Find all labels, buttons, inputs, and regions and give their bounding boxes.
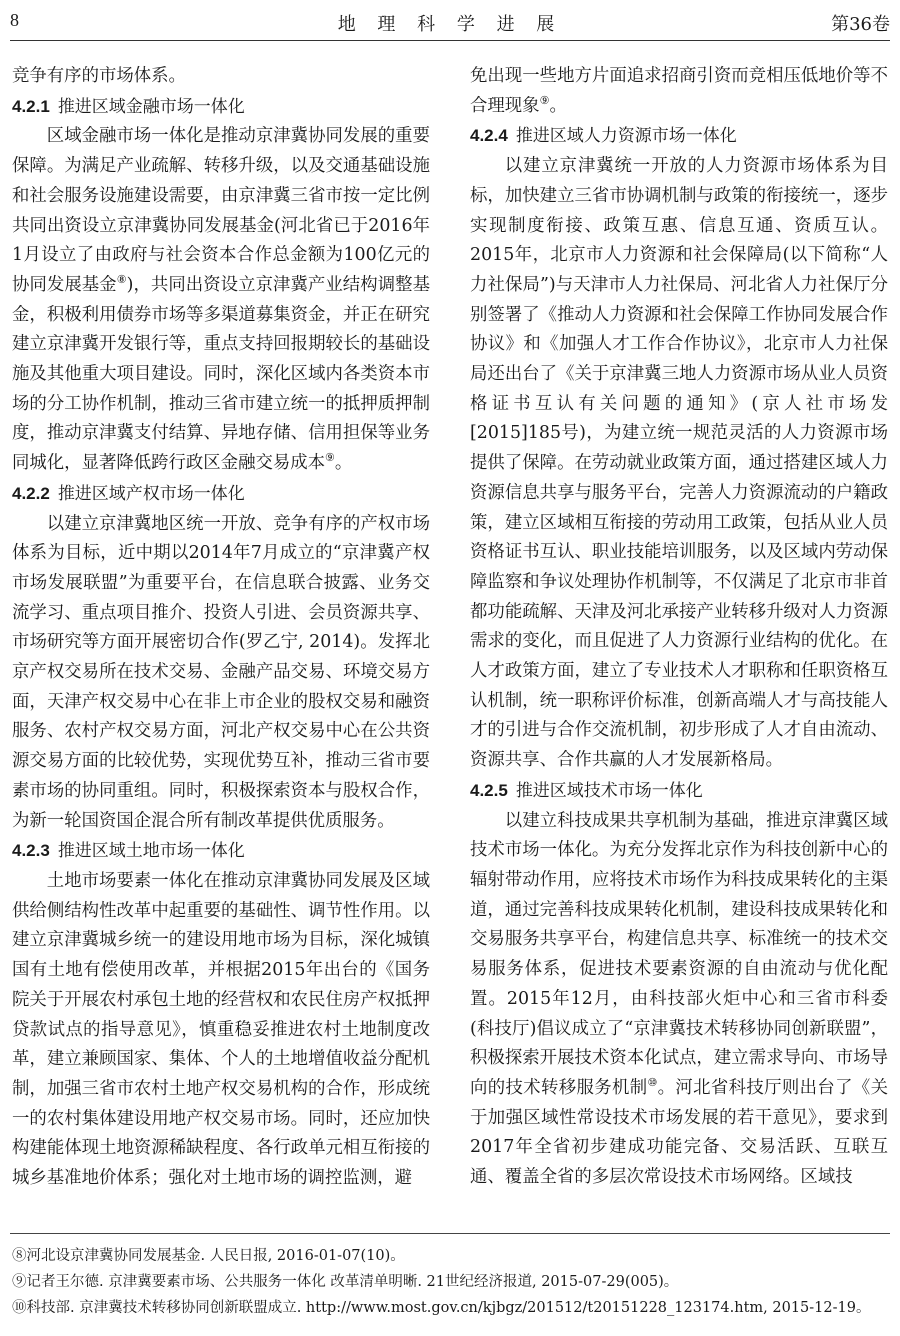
section-title: 推进区域金融市场一体化 [57,96,245,117]
right-column [470,62,888,1193]
paragraph-text: 。河北省科技厅则出台了《关于加强区域性常设技术市场发展的若干意见》，要求到2017年全省初步建成功能完备、交易活跃、互联互通、覆盖全省的多层次常设技术市场网络。区域技 [470,1077,888,1188]
section-number: 4.2.5 [470,780,508,800]
section-heading [470,121,888,152]
paragraph-text: 。 [549,95,567,116]
header-rule [10,40,890,41]
body-paragraph [470,152,888,776]
paragraph-text: 以建立京津冀地区统一开放、竞争有序的产权市场体系为目标，近中期以2014年7月成立的“京津冀产权市场发展联盟”为重要平台，在信息联合披露、业务交流学习、重点项目推介、投资人引进、会员资源共享、市场研究等方面开展密切合作(罗乙宁, 2014)。发挥北京产权交易所在技术交易、金融产品交易、环境交易方面，天津产权交易中心在非上市企业的股权交易和融资服务、农村产权交易方面，河北产权交易中心在公共资源交易方面的比较优势，实现优势互补，推动三省市要素市场的协同重组。同时，积极探索资本与股权合作，为新一轮国资国企混合所有制改革提供优质服务。 [12,513,430,831]
section-heading [12,92,430,123]
section-number: 4.2.3 [12,841,50,861]
section-number: 4.2.4 [470,126,508,146]
paragraph-text: 免出现一些地方片面追求招商引资而竞相压低地价等不合理现象 [470,66,888,116]
footnote-entry: ⑧河北设京津冀协同发展基金. 人民日报, 2016-01-07(10)。 [12,1248,405,1264]
section-title: 推进区域人力资源市场一体化 [515,126,737,147]
section-title: 推进区域技术市场一体化 [515,780,703,801]
section-title: 推进区域产权市场一体化 [57,483,245,504]
section-heading [470,776,888,807]
section-number: 4.2.1 [12,96,50,116]
footnotes [12,1243,888,1321]
footnote-entry: ⑩科技部. 京津冀技术转移协同创新联盟成立. http://www.most.gov.cn/kjbgz/201512/t20151228_123174.htm, 2015-12-19。 [12,1300,871,1316]
footnote-marker: ⑨ [539,93,550,107]
paragraph-text: 以建立京津冀统一开放的人力资源市场体系为目标，加快建立三省市协调机制与政策的衔接统一，逐步实现制度衔接、政策互惠、信息互通、资质互认。2015年，北京市人力资源和社会保障局(以下简称“人力社保局”)与天津市人力社保局、河北省人力社保厅分别签署了《推动人力资源和社会保障工作协同发展合作协议》和《加强人才工作合作协议》，北京市人力社保局还出台了《关于京津冀三地人力资源市场从业人员资格证书互认有关问题的通知》(京人社市场发[2015]185号)，为建立统一规范灵活的人力资源市场提供了保障。在劳动就业政策方面，通过搭建区域人力资源信息共享与服务平台，完善人力资源流动的户籍政策，建立区域相互衔接的劳动用工政策，包括从业人员资格证书互认、职业技能培训服务，以及区域内劳动保障监察和争议处理协作机制等，不仅满足了北京市非首都功能疏解、天津及河北承接产业转移升级对人力资源需求的变化，而且促进了人力资源行业结构的优化。在人才政策方面，建立了专业技术人才职称和任职资格互认机制，统一职称评价标准，创新高端人才与高技能人才的引进与合作交流机制，初步形成了人才自由流动、资源共享、合作共赢的人才发展新格局。 [470,156,888,771]
footnote-marker: ⑧ [116,273,127,287]
section-title: 推进区域土地市场一体化 [57,841,245,862]
footnote-marker: ⑩ [647,1076,658,1090]
body-paragraph [470,62,888,121]
footnote-rule [10,1233,890,1234]
paragraph-text: 区域金融市场一体化是推动京津冀协同发展的重要保障。为满足产业疏解、转移升级，以及交通基础设施和社会服务设施建设需要，由京津冀三省市按一定比例共同出资设立京津冀协同发展基金(河北省已于2016年1月设立了由政府与社会资本合作总金额为100亿元的协同发展基金 [12,126,430,295]
paragraph-text: )，共同出资设立京津冀产业结构调整基金，积极利用债券市场等多渠道募集资金，并正在研究建立京津冀开发银行等，重点支持回报期较长的基础设施及其他重大项目建设。同时，深化区域内各类资本市场的分工协作机制，推动三省市建立统一的抵押质押制度，推动京津冀支付结算、异地存储、信用担保等业务同城化，显著降低跨行政区金融交易成本 [12,274,430,474]
section-heading [12,479,430,510]
volume-label: 第36卷 [831,14,890,35]
paragraph-text: 。 [334,453,353,474]
section-heading [12,836,430,867]
left-column [12,62,430,1194]
journal-title: 地 理 科 学 进 展 [337,14,563,35]
body-paragraph [12,62,430,92]
running-header [10,6,890,36]
paragraph-text: 以建立科技成果共享机制为基础，推进京津冀区域技术市场一体化。为充分发挥北京作为科技创新中心的辐射带动作用，应将技术市场作为科技成果转化的主渠道，通过完善科技成果转化机制，建设科技成果转化和交易服务共享平台，构建信息共享、标准统一的技术交易服务体系，促进技术要素资源的自由流动与优化配置。2015年12月，由科技部火炬中心和三省市科委(科技厅)倡议成立了“京津冀技术转移协同创新联盟”，积极探索开展技术资本化试点，建立需求导向、市场导向的技术转移服务机制 [470,810,888,1098]
paragraph-text: 土地市场要素一体化在推动京津冀协同发展及区域供给侧结构性改革中起重要的基础性、调节性作用。以建立京津冀城乡统一的建设用地市场为目标，深化城镇国有土地有偿使用改革，并根据2015年出台的《国务院关于开展农村承包土地的经营权和农民住房产权抵押贷款试点的指导意见》，慎重稳妥推进农村土地制度改革，建立兼顾国家、集体、个人的土地增值收益分配机制，加强三省市农村土地产权交易机构的合作，形成统一的农村集体建设用地产权交易市场。同时，还应加快构建能体现土地资源稀缺程度、各行政单元相互衔接的城乡基准地价体系；强化对土地市场的调控监测，避 [12,870,430,1189]
page-number: 8 [10,10,19,30]
section-number: 4.2.2 [12,483,50,503]
footnote-entry: ⑨记者王尔德. 京津冀要素市场、公共服务一体化 改革清单明晰. 21世纪经济报道, 2015-07-29(005)。 [12,1274,679,1290]
paragraph-text: 竞争有序的市场体系。 [12,66,186,86]
footnote-marker: ⑨ [325,451,335,465]
body-paragraph [12,510,430,837]
body-paragraph [12,867,430,1194]
body-paragraph [12,122,430,478]
body-paragraph [470,807,888,1193]
